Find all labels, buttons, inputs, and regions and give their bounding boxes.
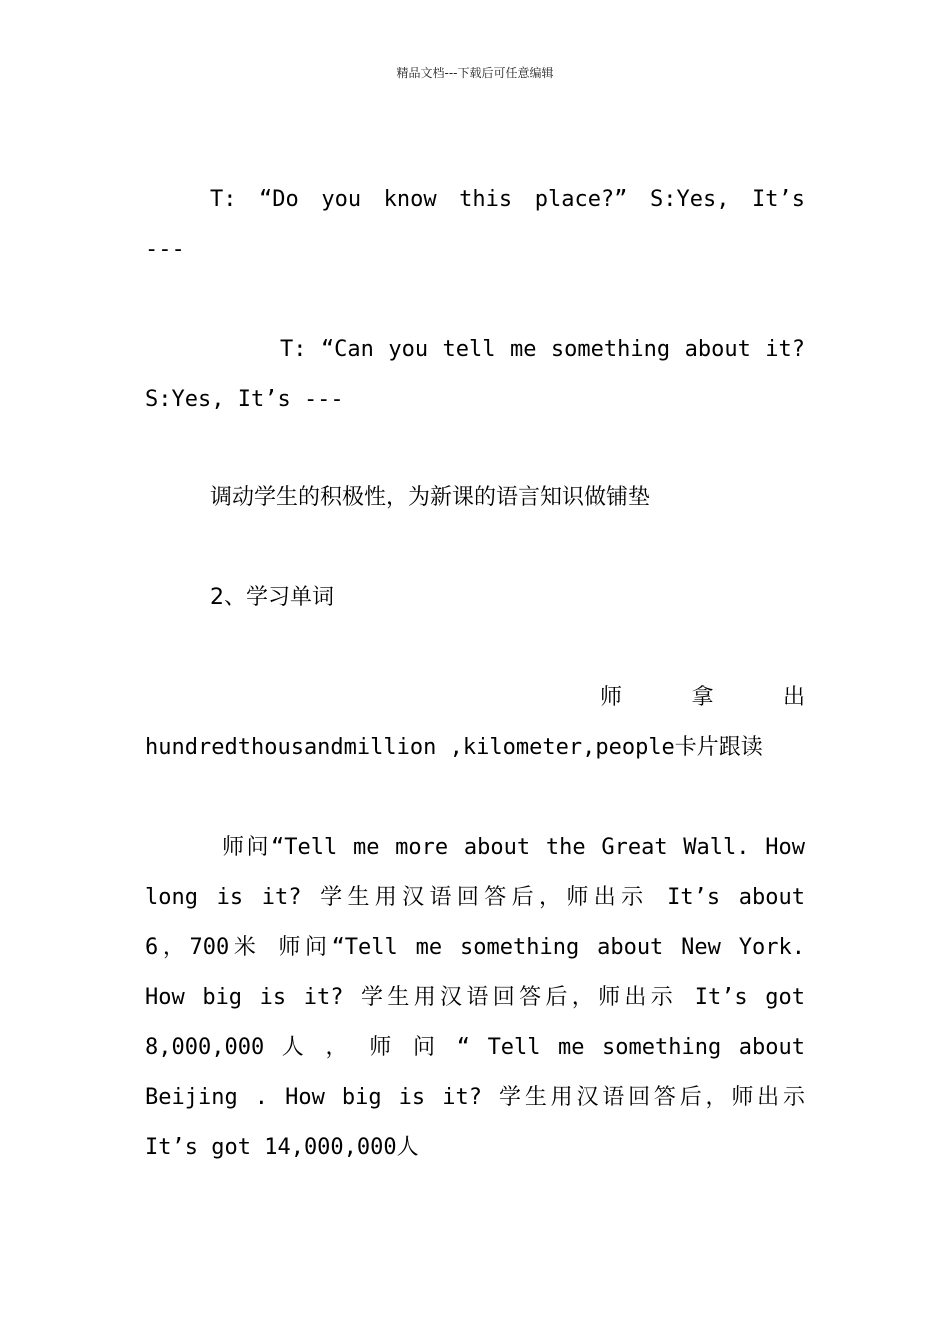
purpose-note: 调动学生的积极性，为新课的语言知识做铺垫 [210,485,651,510]
paragraph-line: 6，700米 师问“Tell me something about New York. [145,935,805,960]
paragraph-line: How big is it? 学生用汉语回答后，师出示 It’s got [145,985,805,1010]
dialogue-line-1: T: “Do you know this place?” S:Yes, It’s [210,187,805,212]
paragraph-line: long is it? 学生用汉语回答后，师出示 It’s about [145,885,805,910]
dialogue-line-2-cont: S:Yes, It’s --- [145,387,344,412]
paragraph-line: Beijing . How big is it? 学生用汉语回答后，师出示 [145,1085,805,1110]
section-heading: 2、学习单词 [210,585,334,610]
paragraph-line-last: It’s got 14,000,000人 [145,1135,419,1160]
dialogue-line-2: T: “Can you tell me something about it? [280,337,805,362]
page-header: 精品文档---下载后可任意编辑 [396,66,554,80]
teacher-action: 师 拿 出 [600,685,805,710]
vocab-cards: hundredthousandmillion ,kilometer,people卡片跟读 [145,735,763,760]
paragraph-line: 师问“Tell me more about the Great Wall. How [222,835,805,860]
dialogue-line-1-cont: --- [145,237,185,262]
paragraph-line: 8,000,000 人 ， 师 问 “ Tell me something about [145,1035,805,1060]
